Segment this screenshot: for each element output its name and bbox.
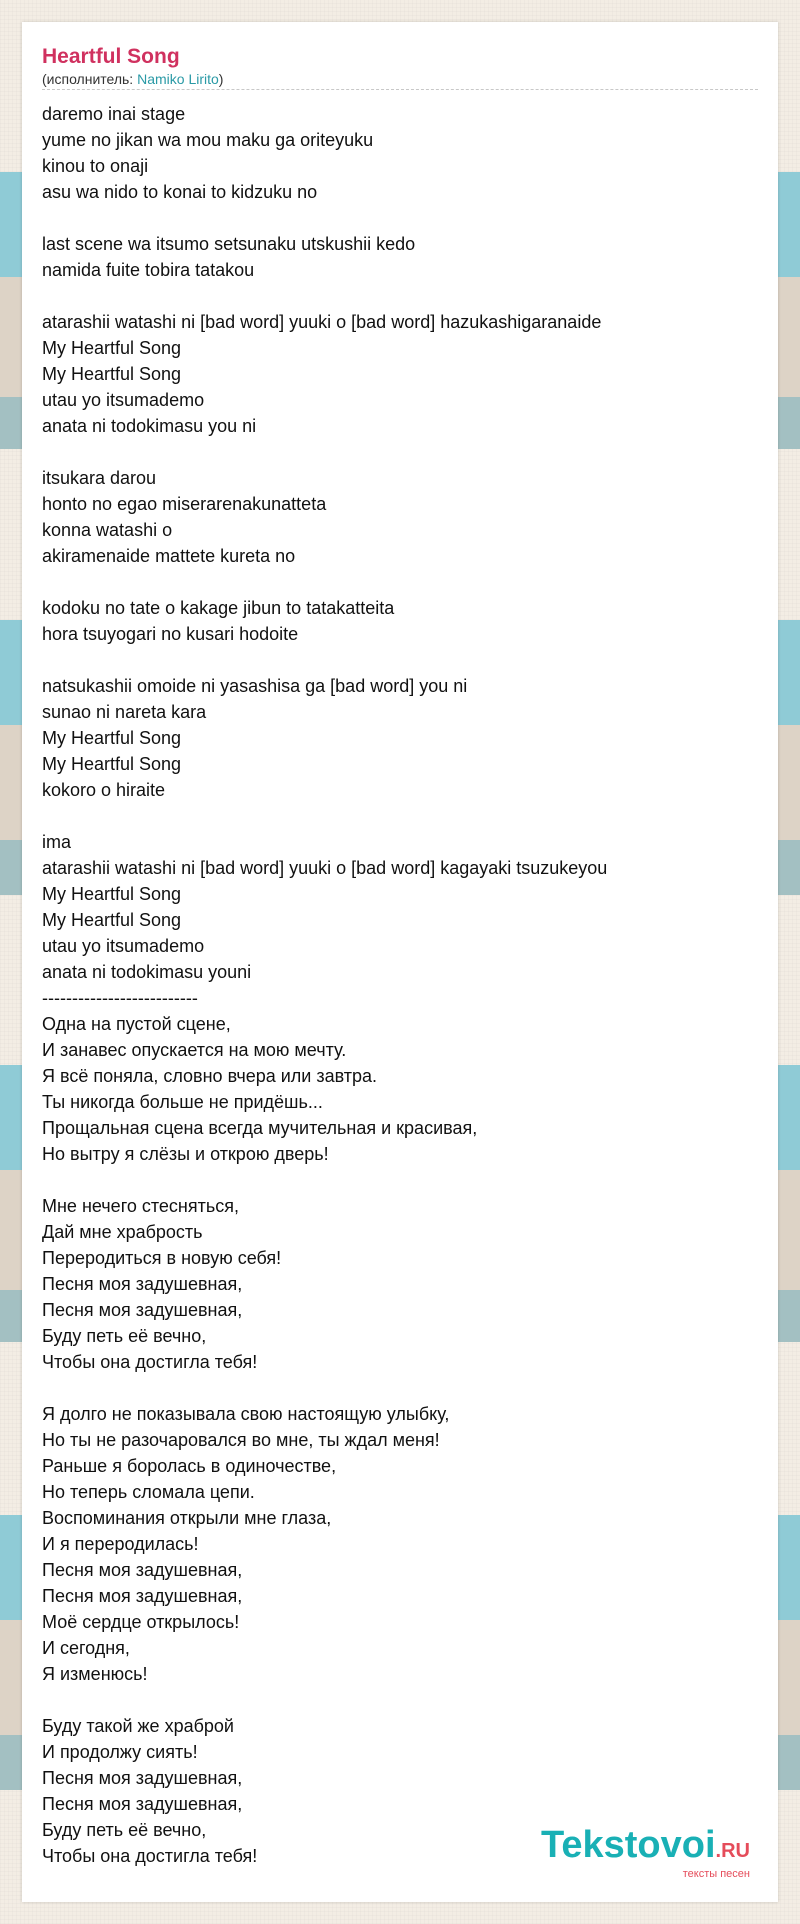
artist-suffix: ) xyxy=(218,71,224,87)
lyric-line: Чтобы она достигла тебя! xyxy=(42,1352,258,1372)
lyric-line: Песня моя задушевная, xyxy=(42,1274,243,1294)
lyric-line: kokoro o hiraite xyxy=(42,780,166,800)
logo-tld: .RU xyxy=(715,1840,750,1862)
lyric-line: itsukara darou xyxy=(42,468,157,488)
lyric-line xyxy=(42,1687,758,1713)
lyric-line xyxy=(42,803,758,829)
lyric-line: sunao ni nareta kara xyxy=(42,702,207,722)
lyric-line: Но ты не разочаровался во мне, ты ждал меня! xyxy=(42,1430,440,1450)
lyric-line: anata ni todokimasu you ni xyxy=(42,416,257,436)
lyric-line xyxy=(42,205,758,231)
site-logo[interactable] xyxy=(541,1826,750,1880)
lyric-line: atarashii watashi ni [bad word] yuuki o [bad word] hazukashigaranaide xyxy=(42,312,602,332)
lyric-line: kinou to onaji xyxy=(42,156,149,176)
lyric-line: Песня моя задушевная, xyxy=(42,1794,243,1814)
lyric-line: My Heartful Song xyxy=(42,728,182,748)
artist-line xyxy=(42,70,758,90)
lyric-line: Переродиться в новую себя! xyxy=(42,1248,282,1268)
lyric-line: utau yo itsumademo xyxy=(42,390,205,410)
lyric-line: konna watashi o xyxy=(42,520,173,540)
lyric-line: Я долго не показывала свою настоящую улыбку, xyxy=(42,1404,450,1424)
lyric-line: My Heartful Song xyxy=(42,884,182,904)
lyric-line: И сегодня, xyxy=(42,1638,130,1658)
lyric-line: Буду петь её вечно, xyxy=(42,1820,207,1840)
lyric-line: ima xyxy=(42,832,72,852)
lyric-line: Но вытру я слёзы и открою дверь! xyxy=(42,1144,329,1164)
lyric-line xyxy=(42,283,758,309)
lyric-line: Раньше я боролась в одиночестве, xyxy=(42,1456,337,1476)
lyric-line: asu wa nido to konai to kidzuku no xyxy=(42,182,318,202)
lyric-line: My Heartful Song xyxy=(42,754,182,774)
lyric-line: Прощальная сцена всегда мучительная и красивая, xyxy=(42,1118,478,1138)
song-title: Heartful Song xyxy=(42,45,180,68)
lyric-line: My Heartful Song xyxy=(42,364,182,384)
lyric-line: Песня моя задушевная, xyxy=(42,1768,243,1788)
lyric-line: Буду петь её вечно, xyxy=(42,1326,207,1346)
lyric-line: И продолжу сиять! xyxy=(42,1742,198,1762)
lyrics-text xyxy=(42,101,758,1869)
artist-prefix: (исполнитель: xyxy=(42,71,138,87)
lyric-line: Моё сердце открылось! xyxy=(42,1612,240,1632)
lyric-line: kodoku no tate o kakage jibun to tatakatteita xyxy=(42,598,395,618)
lyric-line: utau yo itsumademo xyxy=(42,936,205,956)
lyric-line xyxy=(42,569,758,595)
logo-wordmark: Tekstovoi xyxy=(540,1824,716,1866)
lyric-line: Я изменюсь! xyxy=(42,1664,148,1684)
lyric-line: Воспоминания открыли мне глаза, xyxy=(42,1508,332,1528)
lyric-line: Песня моя задушевная, xyxy=(42,1560,243,1580)
lyric-line: hora tsuyogari no kusari hodoite xyxy=(42,624,299,644)
lyric-line: Ты никогда больше не придёшь... xyxy=(42,1092,323,1112)
lyric-line: natsukashii omoide ni yasashisa ga [bad word] you ni xyxy=(42,676,468,696)
lyric-line: Одна на пустой сцене, xyxy=(42,1014,231,1034)
lyric-line xyxy=(42,1375,758,1401)
lyric-line: Мне нечего стесняться, xyxy=(42,1196,239,1216)
lyric-line xyxy=(42,647,758,673)
lyric-line: daremo inai stage xyxy=(42,104,186,124)
lyric-line: Чтобы она достигла тебя! xyxy=(42,1846,258,1866)
lyric-line: anata ni todokimasu youni xyxy=(42,962,252,982)
lyrics-card xyxy=(22,22,778,1902)
lyric-line: Дай мне храбрость xyxy=(42,1222,203,1242)
lyric-line: yume no jikan wa mou maku ga oriteyuku xyxy=(42,130,374,150)
lyric-line: atarashii watashi ni [bad word] yuuki o [bad word] kagayaki tsuzukeyou xyxy=(42,858,608,878)
lyric-line: Песня моя задушевная, xyxy=(42,1300,243,1320)
lyric-line: -------------------------- xyxy=(42,988,198,1008)
logo-tagline: тексты песен xyxy=(682,1868,750,1880)
lyric-line: last scene wa itsumo setsunaku utskushii kedo xyxy=(42,234,416,254)
lyric-line: Песня моя задушевная, xyxy=(42,1586,243,1606)
lyric-line: Буду такой же храброй xyxy=(42,1716,234,1736)
lyric-line: Но теперь сломала цепи. xyxy=(42,1482,255,1502)
lyric-line xyxy=(42,439,758,465)
lyric-line: akiramenaide mattete kureta no xyxy=(42,546,296,566)
lyric-line: И я переродилась! xyxy=(42,1534,199,1554)
artist-link[interactable]: Namiko Lirito xyxy=(137,71,219,87)
lyric-line: My Heartful Song xyxy=(42,910,182,930)
lyric-line: My Heartful Song xyxy=(42,338,182,358)
lyric-line: Я всё поняла, словно вчера или завтра. xyxy=(42,1066,378,1086)
lyric-line: И занавес опускается на мою мечту. xyxy=(42,1040,347,1060)
lyric-line: namida fuite tobira tatakou xyxy=(42,260,255,280)
lyric-line xyxy=(42,1167,758,1193)
lyric-line: honto no egao miserarenakunatteta xyxy=(42,494,327,514)
